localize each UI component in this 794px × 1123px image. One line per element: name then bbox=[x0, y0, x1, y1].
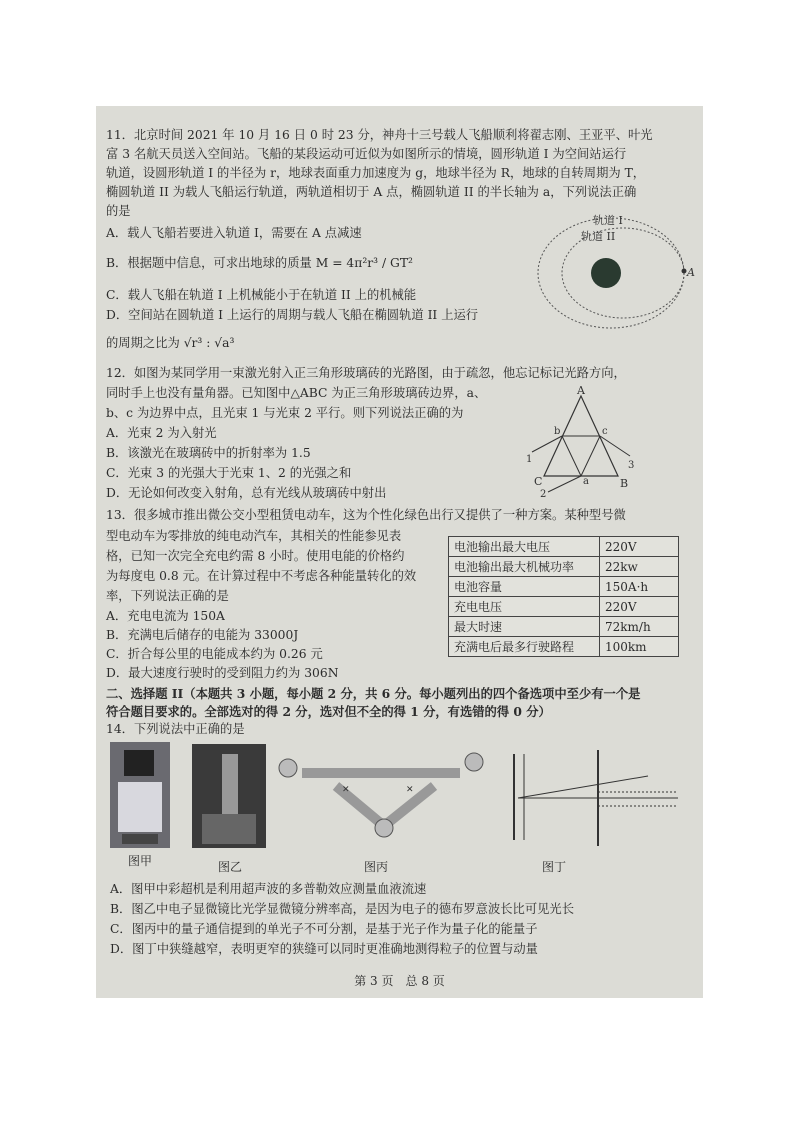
q11-option-d-cont: 的周期之比为 √r³ : √a³ bbox=[106, 336, 235, 350]
vertex-a-label: A bbox=[577, 384, 585, 397]
q13-line-1: 13．很多城市推出微公交小型租赁电动车，这为个性化绿色出行又提供了一种方案。某种型号微 bbox=[106, 508, 626, 522]
caption-fig-yi: 图乙 bbox=[218, 860, 243, 874]
q12-option-d: D．无论如何改变入射角，总有光线从玻璃砖中射出 bbox=[106, 486, 387, 500]
vertex-c-label: C bbox=[534, 475, 543, 488]
q14-option-d: D．图丁中狭缝越窄，表明更窄的狭缝可以同时更准确地测得粒子的位置与动量 bbox=[110, 942, 538, 956]
orbit1-label: 轨道 I bbox=[593, 214, 623, 227]
q13-line-2: 型电动车为零排放的纯电动汽车，其相关的性能参见表 bbox=[106, 529, 402, 543]
triangle-prism-diagram bbox=[526, 384, 636, 499]
q13-line-4: 为每度电 0.8 元。在计算过程中不考虑各种能量转化的效 bbox=[106, 569, 417, 583]
electron-microscope-image bbox=[192, 744, 266, 848]
q11-line-5: 的是 bbox=[106, 204, 131, 218]
quantum-communication-diagram bbox=[266, 746, 496, 850]
ray-2-label: 2 bbox=[540, 489, 547, 499]
q11-option-a: A．载人飞船若要进入轨道 I，需要在 A 点减速 bbox=[106, 226, 362, 240]
q11-option-b: B．根据题中信息，可求出地球的质量 M = 4π²r³ / GT² bbox=[106, 256, 413, 270]
q12-line-1: 12．如图为某同学用一束激光射入正三角形玻璃砖的光路图，由于疏忽，他忘记标记光路方向， bbox=[106, 366, 626, 380]
q14-option-c: C．图丙中的量子通信提到的单光子不可分割，是基于光子作为量子化的能量子 bbox=[110, 922, 538, 936]
section2-line-2: 符合题目要求的。全部选对的得 2 分，选对但不全的得 1 分，有选错的得 0 分） bbox=[106, 704, 551, 719]
caption-fig-ding: 图丁 bbox=[542, 860, 567, 874]
page-footer: 第 3 页 总 8 页 bbox=[354, 974, 445, 988]
ray-3-label: 3 bbox=[628, 460, 635, 471]
table-row: 电池容量 150A·h bbox=[449, 577, 679, 597]
q11-option-c: C．载人飞船在轨道 I 上机械能小于在轨道 II 上的机械能 bbox=[106, 288, 417, 302]
q14-option-a: A．图甲中彩超机是利用超声波的多普勒效应测量血液流速 bbox=[110, 882, 427, 896]
q13-line-3: 格，已知一次完全充电约需 8 小时。使用电能的价格约 bbox=[106, 549, 405, 563]
q12-option-b: B．该激光在玻璃砖中的折射率为 1.5 bbox=[106, 446, 311, 460]
table-row: 电池输出最大电压 220V bbox=[449, 537, 679, 557]
q13-option-d: D．最大速度行驶时的受到阻力约为 306N bbox=[106, 666, 339, 680]
table-row: 充满电后最多行驶路程 100km bbox=[449, 637, 679, 657]
section2-line-1: 二、选择题 II（本题共 3 小题，每小题 2 分，共 6 分。每小题列出的四个备选项中至少有一个是 bbox=[106, 686, 641, 701]
q13-option-a: A．充电电流为 150A bbox=[106, 609, 225, 623]
orbit-diagram bbox=[526, 214, 696, 332]
vertex-b-label: B bbox=[620, 477, 629, 490]
q12-line-3: b、c 为边界中点，且光束 1 与光束 2 平行。则下列说法正确的为 bbox=[106, 406, 464, 420]
q12-option-a: A．光束 2 为入射光 bbox=[106, 426, 217, 440]
ray-1-label: 1 bbox=[526, 454, 533, 465]
q12-option-c: C．光束 3 的光强大于光束 1、2 的光强之和 bbox=[106, 466, 352, 480]
single-slit-diagram bbox=[478, 746, 683, 850]
q13-option-c: C．折合每公里的电能成本约为 0.26 元 bbox=[106, 647, 323, 661]
q13-line-5: 率，下列说法正确的是 bbox=[106, 589, 229, 603]
table-row: 充电电压 220V bbox=[449, 597, 679, 617]
exam-page bbox=[96, 106, 703, 998]
table-row: 电池输出最大机械功率 22kw bbox=[449, 557, 679, 577]
earth-icon bbox=[591, 258, 621, 288]
q11-line-4: 椭圆轨道 II 为载人飞船运行轨道，两轨道相切于 A 点，椭圆轨道 II 的半长轴为 a，下列说法正确 bbox=[106, 185, 637, 199]
ev-spec-table bbox=[448, 536, 679, 657]
caption-fig-jia: 图甲 bbox=[128, 854, 153, 868]
q11-line-3: 轨道，设圆形轨道 I 的半径为 r，地球表面重力加速度为 g，地球半径为 R，地球的自转周期为 T， bbox=[106, 166, 646, 180]
point-a-label: A bbox=[687, 266, 695, 279]
table-row: 最大时速 72km/h bbox=[449, 617, 679, 637]
point-a-marker bbox=[682, 269, 687, 274]
q11-option-d: D．空间站在圆轨道 I 上运行的周期与载人飞船在椭圆轨道 II 上运行 bbox=[106, 308, 479, 322]
svg-text:✕: ✕ bbox=[406, 785, 414, 795]
caption-fig-bing: 图丙 bbox=[364, 860, 389, 874]
svg-text:✕: ✕ bbox=[342, 785, 350, 795]
ultrasound-machine-image bbox=[110, 742, 170, 848]
midpoint-a-label: a bbox=[583, 476, 589, 487]
q14-stem: 14．下列说法中正确的是 bbox=[106, 722, 245, 736]
q13-option-b: B．充满电后储存的电能为 33000J bbox=[106, 628, 299, 642]
orbit2-label: 轨道 II bbox=[581, 230, 616, 243]
q11-line-2: 富 3 名航天员送入空间站。飞船的某段运动可近似为如图所示的情境，圆形轨道 I 为空间站运行 bbox=[106, 147, 627, 161]
midpoint-c-label: c bbox=[602, 426, 608, 437]
q11-line-1: 11．北京时间 2021 年 10 月 16 日 0 时 23 分，神舟十三号载人飞船顺利将翟志刚、王亚平、叶光 bbox=[106, 128, 653, 142]
q14-option-b: B．图乙中电子显微镜比光学显微镜分辨率高，是因为电子的德布罗意波长比可见光长 bbox=[110, 902, 575, 916]
q12-line-2: 同时手上也没有量角器。已知图中△ABC 为正三角形玻璃砖边界，a、 bbox=[106, 386, 487, 400]
midpoint-b-label: b bbox=[554, 426, 561, 437]
